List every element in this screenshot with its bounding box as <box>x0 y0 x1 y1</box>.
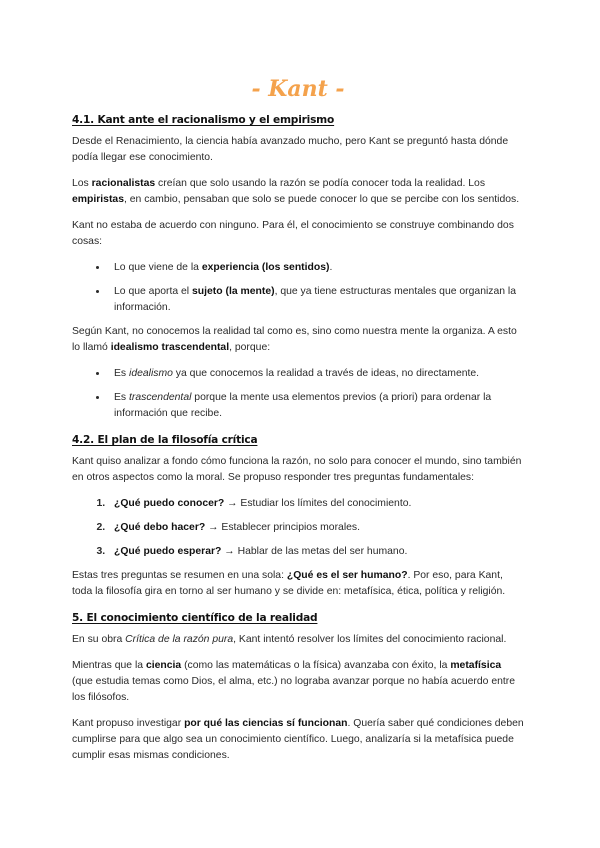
text: , porque: <box>229 342 271 353</box>
text: creían que solo usando la razón se podía conocer toda la realidad. Los <box>155 178 486 189</box>
text: Los <box>72 178 92 189</box>
list-item <box>108 544 524 560</box>
paragraph <box>72 324 524 356</box>
bold-term: empiristas <box>72 194 124 205</box>
bold-term: idealismo trascendental <box>110 342 230 353</box>
bold-term: metafísica <box>450 660 502 671</box>
paragraph <box>72 716 524 764</box>
italic-term: trascendental <box>129 392 192 403</box>
list-item <box>108 496 524 512</box>
list-item <box>108 260 524 276</box>
bold-term: experiencia (los sentidos) <box>201 262 330 273</box>
text: → Estudiar los límites del conocimiento. <box>224 498 412 509</box>
bold-term: ciencia <box>145 660 182 671</box>
text: , Kant intentó resolver los límites del conocimiento racional. <box>233 634 507 645</box>
list-item <box>108 390 524 422</box>
text: porque la mente usa elementos previos (a priori) para ordenar la información que recibe. <box>114 392 492 419</box>
text: , en cambio, pensaban que solo se puede conocer lo que se percibe con los sentidos. <box>123 194 520 205</box>
italic-term: idealismo <box>129 368 173 379</box>
text: Kant propuso investigar <box>72 718 185 729</box>
bold-term: racionalistas <box>91 178 156 189</box>
bold-term: por qué las ciencias sí funcionan <box>184 718 348 729</box>
text: Es <box>114 368 130 379</box>
numbered-list <box>72 496 524 560</box>
bullet-list <box>72 260 524 316</box>
text: En su obra <box>72 634 126 645</box>
text: Lo que viene de la <box>114 262 202 273</box>
paragraph <box>72 568 524 600</box>
text: → Establecer principios morales. <box>205 522 360 533</box>
question: ¿Qué puedo conocer? <box>114 498 225 509</box>
question: ¿Qué puedo esperar? <box>114 546 222 557</box>
text: , que ya tiene estructuras mentales que organizan la información. <box>114 286 517 313</box>
paragraph <box>72 176 524 208</box>
paragraph <box>72 658 524 706</box>
list-item <box>108 284 524 316</box>
text: . Por eso, para Kant, toda la filosofía gira en torno al ser humano y se divide en: metafísica, ética, política y religión. <box>72 570 506 597</box>
text: (que estudia temas como Dios, el alma, etc.) no lograba avanzar porque no había acuerdo entre los filósofos. <box>72 676 516 703</box>
text: (como las matemáticas o la física) avanzaba con éxito, la <box>181 660 451 671</box>
section-heading-4-1: 4.1. Kant ante el racionalismo y el empirismo <box>72 114 335 126</box>
bold-term: sujeto (la mente) <box>192 286 275 297</box>
list-item <box>108 366 524 382</box>
italic-term: Crítica de la razón pura <box>125 634 234 645</box>
section-heading-4-2: 4.2. El plan de la filosofía crítica <box>72 434 258 446</box>
text: Según Kant, no conocemos la realidad tal como es, sino como nuestra mente la organiza. A esto lo llamó <box>72 326 517 353</box>
paragraph: Desde el Renacimiento, la ciencia había avanzado mucho, pero Kant se preguntó hasta dónde podía llegar ese conocimiento. <box>72 136 509 163</box>
text: → Hablar de las metas del ser humano. <box>221 546 408 557</box>
bold-term: ¿Qué es el ser humano? <box>286 570 408 581</box>
text: . Quería saber qué condiciones deben cumplirse para que algo sea un conocimiento científico. Luego, analizaría si la metafísica puede cumplir esas mismas condiciones. <box>72 718 524 761</box>
text: . <box>329 262 333 273</box>
text: Mientras que la <box>72 660 146 671</box>
question: ¿Qué debo hacer? <box>114 522 206 533</box>
text: ya que conocemos la realidad a través de ideas, no directamente. <box>172 368 480 379</box>
text: Es <box>114 392 130 403</box>
paragraph <box>72 632 524 648</box>
paragraph: Kant quiso analizar a fondo cómo funciona la razón, no solo para conocer el mundo, sino también en otros aspectos como la moral. Se propuso responder tres preguntas fundamentales: <box>72 456 522 483</box>
bullet-list <box>72 366 524 422</box>
list-item <box>108 520 524 536</box>
section-heading-5: 5. El conocimiento científico de la realidad <box>72 612 318 624</box>
text: Lo que aporta el <box>114 286 192 297</box>
paragraph: Kant no estaba de acuerdo con ninguno. Para él, el conocimiento se construye combinando dos cosas: <box>72 220 514 247</box>
text: Estas tres preguntas se resumen en una sola: <box>72 570 287 581</box>
page-title: - Kant - <box>251 76 345 102</box>
